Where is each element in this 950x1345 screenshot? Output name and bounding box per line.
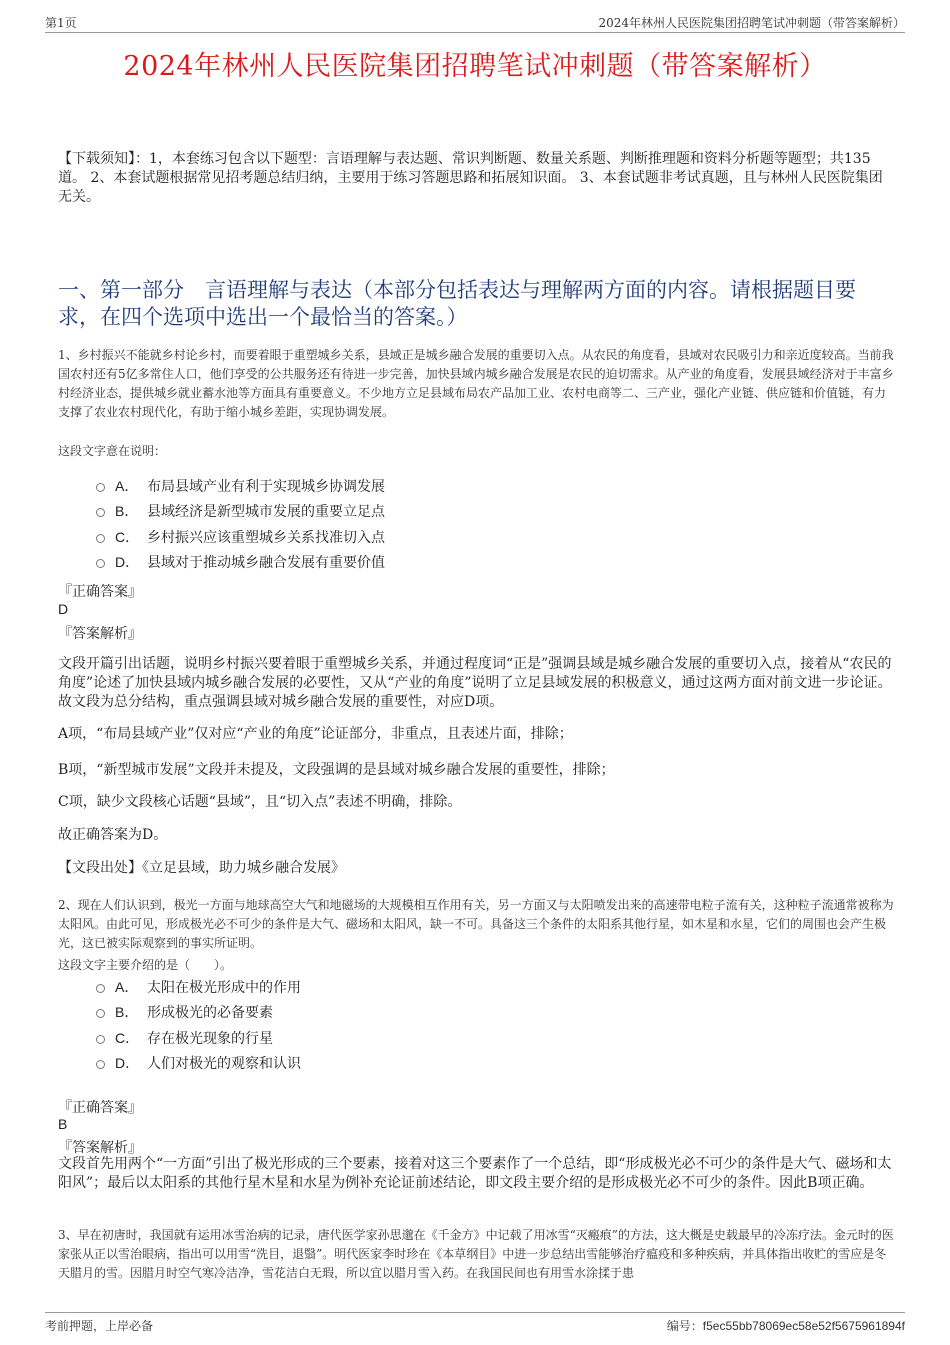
option-letter: B． <box>115 503 139 520</box>
answer-value: D <box>58 601 69 617</box>
option-text: 县域对于推动城乡融合发展有重要价值 <box>147 555 385 572</box>
option-a[interactable] <box>96 974 301 1000</box>
option-text: 布局县域产业有利于实现城乡协调发展 <box>147 478 385 495</box>
option-b[interactable] <box>96 499 385 525</box>
radio-icon[interactable] <box>96 559 105 568</box>
radio-icon[interactable] <box>96 984 105 993</box>
question-2-options <box>96 974 301 1076</box>
text-source: 【文段出处】《立足县域，助力城乡融合发展》 <box>58 860 345 876</box>
option-text: 太阳在极光形成中的作用 <box>147 979 301 996</box>
radio-icon[interactable] <box>96 508 105 517</box>
analysis-paragraph: B项，“新型城市发展”文段并未提及，文段强调的是县域对城乡融合发展的重要性，排除； <box>58 762 615 778</box>
question-1-options <box>96 473 385 575</box>
radio-icon[interactable] <box>96 1060 105 1069</box>
footer-slogan: 考前押题，上岸必备 <box>45 1319 154 1333</box>
page-header <box>45 14 905 33</box>
download-notice: 【下载须知】：1，本套练习包含以下题型：言语理解与表达题、常识判断题、数量关系题、判断推理题和资料分析题等题型；共135道。 2、本套试题根据常见招考题总结归纳，主要用于练习答题思路和拓展知识面。 3、本套试题非考试真题，且与林州人民医院集团无关。 <box>58 151 883 205</box>
document-serial <box>667 1317 905 1334</box>
analysis-label: 『答案解析』 <box>58 1140 142 1156</box>
option-c[interactable] <box>96 524 385 550</box>
option-letter: D． <box>115 1055 140 1072</box>
option-text: 人们对极光的观察和认识 <box>147 1056 301 1073</box>
option-letter: D． <box>115 554 140 571</box>
option-text: 存在极光现象的行星 <box>147 1030 273 1047</box>
page-footer <box>45 1312 905 1335</box>
radio-icon[interactable] <box>96 483 105 492</box>
answer-label: 『正确答案』 <box>58 584 142 600</box>
question-2-prompt: 这段文字主要介绍的是（ ）。 <box>58 958 233 972</box>
analysis-paragraph: 文段开篇引出话题，说明乡村振兴要着眼于重塑城乡关系，并通过程度词“正是”强调县域是城乡融合发展的重要切入点，接着从“农民的角度”论述了加快县域内城乡融合发展的必要性，又从“产业的角度”说明了立足县域发展的积极意义，通过这两方面对前文进一步论证。故文段为总分结构，重点强调县域对城乡融合发展的重要性，对应D项。 <box>58 656 892 710</box>
option-letter: B． <box>115 1004 139 1021</box>
analysis-paragraph: 故正确答案为D。 <box>58 827 168 843</box>
header-doc-title: 2024年林州人民医院集团招聘笔试冲刺题（带答案解析） <box>598 16 905 30</box>
serial-value: f5ec55bb78069ec58e52f5675961894f <box>702 1319 905 1333</box>
question-3-text: 3、早在初唐时，我国就有运用冰雪治病的记录，唐代医学家孙思邈在《千金方》中记载了用冰雪“灭瘢痕”的方法，这大概是史载最早的冷冻疗法。金元时的医家张从正以雪治眼病，指出可以用雪“洗目，退翳”。明代医家李时珍在《本草纲目》中进一步总结出雪能够治疗瘟疫和多种疾病，并具体指出收贮的雪应是冬天腊月的雪。因腊月时空气寒冷洁净，雪花洁白无瑕，所以宜以腊月雪入药。在我国民间也有用雪水涂揉于患 <box>58 1228 894 1280</box>
question-2-text: 2、现在人们认识到，极光一方面与地球高空大气和地磁场的大规模相互作用有关，另一方面又与太阳喷发出来的高速带电粒子流有关，这种粒子流通常被称为太阳风。由此可见，形成极光必不可少的条件是大气、磁场和太阳风，缺一不可。具备这三个条件的太阳系其他行星，如木星和水星，它们的周围也会产生极光，这已被实际观察到的事实所证明。 <box>58 898 894 950</box>
analysis-paragraph: 文段首先用两个“一方面”引出了极光形成的三个要素，接着对这三个要素作了一个总结，即“形成极光必不可少的条件是大气、磁场和太阳风”；最后以太阳系的其他行星木星和水星为例补充论证前述结论，即文段主要介绍的是形成极光必不可少的条件。因此B项正确。 <box>58 1156 892 1191</box>
option-letter: A． <box>115 477 139 494</box>
question-1-text: 1、乡村振兴不能就乡村论乡村，而要着眼于重塑城乡关系，县域正是城乡融合发展的重要切入点。从农民的角度看，县域对农民吸引力和亲近度较高。当前我国农村还有5亿多常住人口，他们享受的公共服务还有待进一步完善，加快县域内城乡融合发展是农民的迫切需求。从产业的角度看，发展县域经济对于丰富乡村经济业态，提供城乡就业蓄水池等方面具有重要意义。不少地方立足县域布局农产品加工业、农村电商等二、三产业，强化产业链、供应链和价值链，有力支撑了农业农村现代化，有助于缩小城乡差距，实现协调发展。 <box>58 348 894 419</box>
answer-value: B <box>58 1116 68 1132</box>
answer-label: 『正确答案』 <box>58 1100 142 1116</box>
option-d[interactable] <box>96 1051 301 1077</box>
option-text: 乡村振兴应该重塑城乡关系找准切入点 <box>147 529 385 546</box>
option-letter: A． <box>115 978 139 995</box>
option-d[interactable] <box>96 550 385 576</box>
option-a[interactable] <box>96 473 385 499</box>
option-text: 形成极光的必备要素 <box>147 1005 273 1022</box>
section-title: 一、第一部分 言语理解与表达（本部分包括表达与理解两方面的内容。请根据题目要求，在四个选项中选出一个最恰当的答案。） <box>58 278 856 329</box>
serial-label: 编号： <box>666 1319 703 1333</box>
analysis-label: 『答案解析』 <box>58 626 142 642</box>
analysis-paragraph: A项，“布局县域产业”仅对应“产业的角度”论证部分，非重点，且表述片面，排除； <box>58 726 573 742</box>
radio-icon[interactable] <box>96 1035 105 1044</box>
page-number: 第1页 <box>45 16 77 30</box>
option-text: 县域经济是新型城市发展的重要立足点 <box>147 504 385 521</box>
document-title: 2024年林州人民医院集团招聘笔试冲刺题（带答案解析） <box>123 51 827 82</box>
option-letter: C． <box>115 528 140 545</box>
radio-icon[interactable] <box>96 534 105 543</box>
radio-icon[interactable] <box>96 1009 105 1018</box>
analysis-paragraph: C项，缺少文段核心话题“县域”，且“切入点”表述不明确，排除。 <box>58 794 462 810</box>
question-1-prompt: 这段文字意在说明： <box>58 444 167 458</box>
option-c[interactable] <box>96 1025 301 1051</box>
option-letter: C． <box>115 1029 140 1046</box>
option-b[interactable] <box>96 1000 301 1026</box>
